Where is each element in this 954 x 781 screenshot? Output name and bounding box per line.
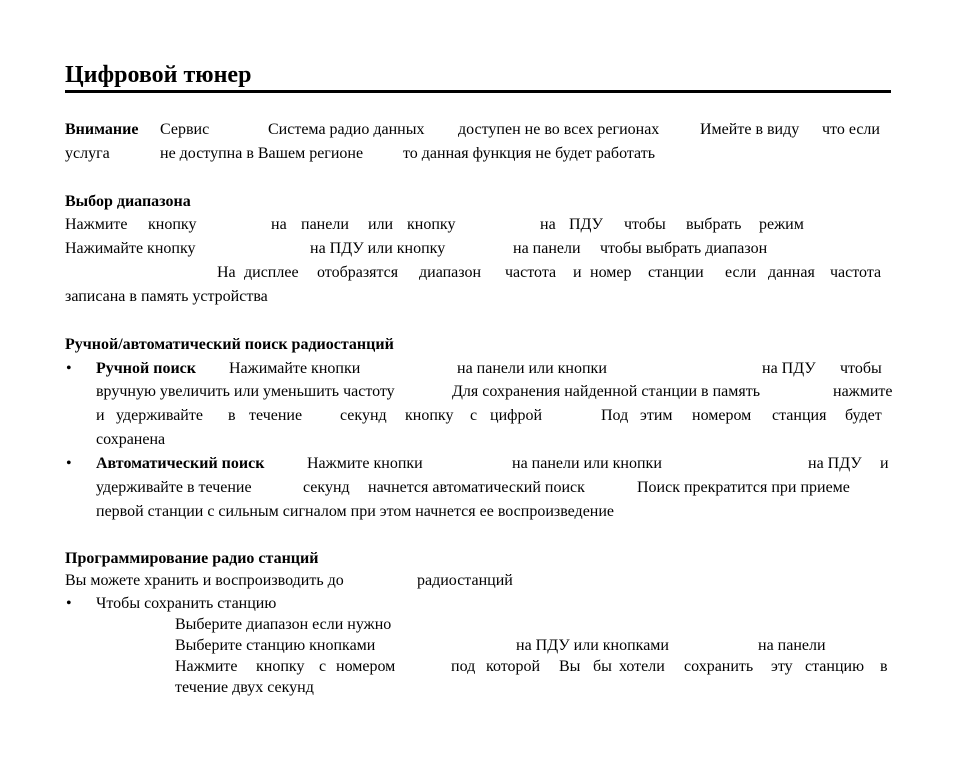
manual-search-label: Ручной поиск — [96, 360, 196, 377]
program-step: номером — [336, 658, 396, 675]
band-text: ПДУ — [569, 216, 603, 233]
manual-search-text: и — [96, 407, 105, 424]
program-step: которой — [486, 658, 541, 675]
manual-search-text: нажмите — [833, 383, 893, 400]
band-text: станции — [648, 264, 704, 281]
band-text: Нажимайте кнопку — [65, 240, 196, 257]
program-step: хотели — [619, 658, 665, 675]
manual-search-text: удерживайте — [116, 407, 203, 424]
auto-search-text: Нажмите кнопки — [307, 455, 423, 472]
title-rule — [65, 90, 891, 93]
band-text: данная — [768, 264, 815, 281]
program-save-label: Чтобы сохранить станцию — [96, 595, 277, 612]
band-text: и — [573, 264, 582, 281]
search-heading: Ручной/автоматический поиск радиостанций — [65, 336, 394, 353]
attention-text: что если — [822, 121, 880, 138]
band-text: Нажмите — [65, 216, 128, 233]
program-step: в — [880, 658, 888, 675]
program-step: с — [319, 658, 327, 675]
auto-search-text: секунд — [303, 479, 350, 496]
band-text: чтобы выбрать диапазон — [600, 240, 768, 257]
band-text: дисплее — [244, 264, 299, 281]
manual-search-text: вручную увеличить или уменьшить частоту — [96, 383, 395, 400]
band-text: кнопку — [148, 216, 197, 233]
band-text: или — [368, 216, 394, 233]
band-text: частота — [505, 264, 557, 281]
page-title: Цифровой тюнер — [65, 62, 252, 88]
manual-search-text: Под — [601, 407, 629, 424]
program-step: под — [451, 658, 476, 675]
band-text: На — [217, 264, 236, 281]
attention-text: не доступна в Вашем регионе — [160, 145, 364, 162]
program-step: Нажмите — [175, 658, 238, 675]
program-step: Вы — [559, 658, 581, 675]
manual-search-text: на ПДУ — [762, 360, 816, 377]
band-text: диапазон — [419, 264, 482, 281]
band-text: панели — [301, 216, 349, 233]
manual-search-text: сохранена — [96, 431, 166, 448]
program-step: эту — [771, 658, 793, 675]
program-step: течение двух секунд — [175, 679, 314, 696]
program-step: Выберите диапазон если нужно — [175, 616, 392, 633]
auto-search-text: начнется автоматический поиск — [368, 479, 585, 496]
manual-search-text: станция — [772, 407, 827, 424]
attention-text: услуга — [65, 145, 110, 162]
attention-text: Сервис — [160, 121, 210, 138]
manual-search-text: на панели или кнопки — [457, 360, 607, 377]
program-step: на ПДУ или кнопками — [516, 637, 669, 654]
band-text: номер — [590, 264, 632, 281]
program-step: сохранить — [684, 658, 754, 675]
attention-text: то данная функция не будет работать — [403, 145, 656, 162]
band-text: на — [271, 216, 287, 233]
band-text: на ПДУ или кнопку — [310, 240, 446, 257]
manual-search-text: цифрой — [490, 407, 543, 424]
manual-search-text: этим — [640, 407, 673, 424]
manual-search-text: в — [228, 407, 236, 424]
band-heading: Выбор диапазона — [65, 193, 191, 210]
manual-search-text: секунд — [340, 407, 387, 424]
band-text: записана в память устройства — [65, 288, 268, 305]
auto-search-text: и — [880, 455, 889, 472]
manual-search-text: с — [470, 407, 478, 424]
band-text: частота — [830, 264, 882, 281]
attention-text: доступен не во всех регионах — [458, 121, 660, 138]
manual-search-text: кнопку — [405, 407, 454, 424]
band-text: на — [540, 216, 556, 233]
auto-search-label: Автоматический поиск — [96, 455, 265, 472]
band-text: если — [725, 264, 757, 281]
auto-search-text: Поиск прекратится при приеме — [637, 479, 850, 496]
bullet: • — [66, 360, 72, 377]
manual-search-text: будет — [845, 407, 882, 424]
manual-search-text: Для сохранения найденной станции в память — [452, 383, 760, 400]
program-step: станцию — [805, 658, 865, 675]
band-text: отобразятся — [317, 264, 399, 281]
program-heading: Программирование радио станций — [65, 550, 319, 567]
auto-search-text: первой станции с сильным сигналом при этом начнется ее воспроизведение — [96, 503, 615, 520]
auto-search-text: на панели или кнопки — [512, 455, 662, 472]
band-text: выбрать — [686, 216, 742, 233]
band-text: кнопку — [407, 216, 456, 233]
attention-label: Внимание — [65, 121, 139, 138]
manual-search-text: чтобы — [840, 360, 882, 377]
attention-text: Имейте в виду — [700, 121, 800, 138]
band-text: на панели — [513, 240, 581, 257]
auto-search-text: на ПДУ — [808, 455, 862, 472]
program-step: кнопку — [256, 658, 305, 675]
program-text: Вы можете хранить и воспроизводить до — [65, 572, 344, 589]
bullet: • — [66, 595, 72, 612]
bullet: • — [66, 455, 72, 472]
auto-search-text: удерживайте в течение — [96, 479, 252, 496]
program-step: на панели — [758, 637, 826, 654]
band-text: чтобы — [624, 216, 666, 233]
program-step: Выберите станцию кнопками — [175, 637, 376, 654]
program-text: радиостанций — [417, 572, 513, 589]
attention-text: Система радио данных — [268, 121, 425, 138]
manual-search-text: Нажимайте кнопки — [229, 360, 361, 377]
program-step: бы — [593, 658, 612, 675]
manual-search-text: номером — [692, 407, 752, 424]
band-text: режим — [759, 216, 804, 233]
manual-search-text: течение — [249, 407, 303, 424]
